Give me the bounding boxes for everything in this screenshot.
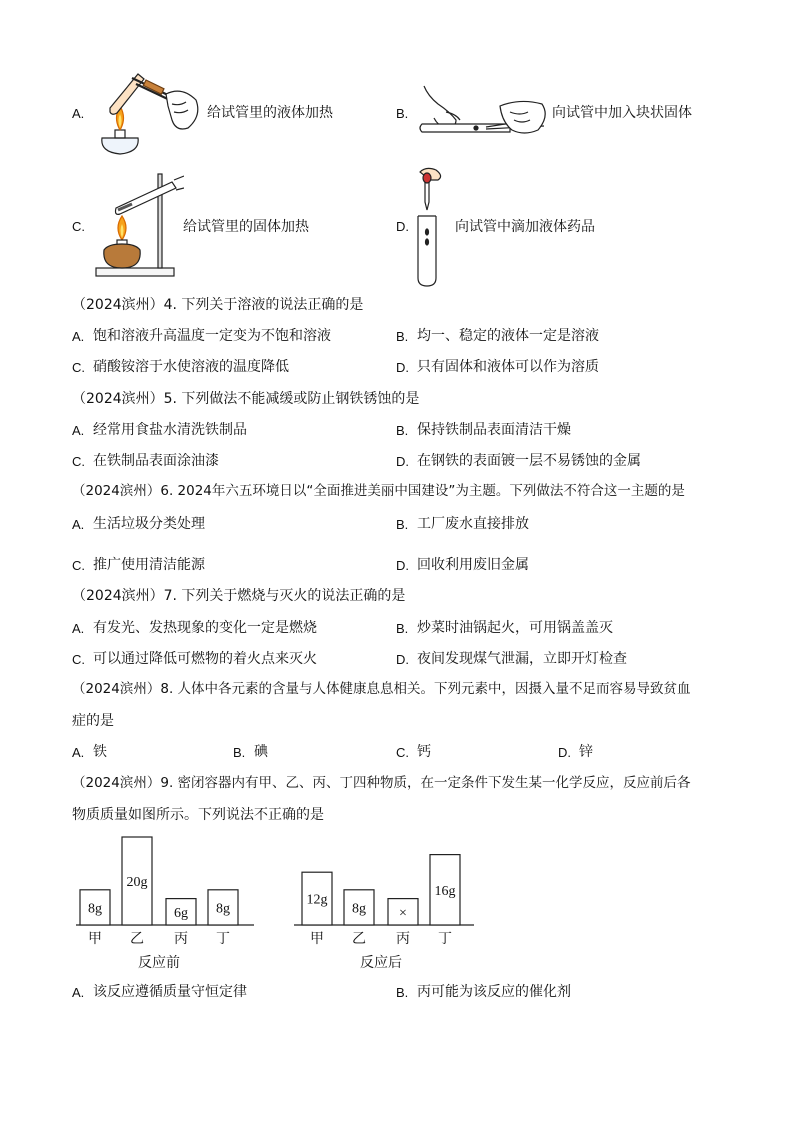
q5-option-b-text: 保持铁制品表面清洁干燥: [417, 422, 571, 438]
q3-option-a-text: 给试管里的液体加热: [207, 105, 333, 121]
adding-solid-to-test-tube-figure: [416, 82, 551, 138]
q3-option-b-text: 向试管中加入块状固体: [552, 105, 692, 121]
q8-option-b-text: 碘: [254, 744, 268, 760]
q4-option-a-letter: A.: [72, 329, 85, 344]
q9-option-b-text: 丙可能为该反应的催化剂: [417, 984, 571, 1000]
q9-stem-line1: （2024滨州）9. 密闭容器内有甲、乙、丙、丁四种物质，在一定条件下发生某一化学反应，反应前后各: [72, 775, 691, 791]
q6-option-a-text: 生活垃圾分类处理: [93, 516, 205, 532]
before-category-label-2: 乙: [130, 931, 144, 947]
dropping-liquid-into-test-tube-figure: [412, 166, 452, 290]
q6-stem: （2024滨州）6. 2024年六五环境日以“全面推进美丽中国建设”为主题。下列做法不符合这一主题的是: [72, 483, 685, 499]
q8-option-c-text: 钙: [417, 744, 431, 760]
heating-solid-in-test-tube-figure: [92, 168, 184, 280]
q8-stem-line2: 症的是: [72, 713, 114, 729]
q7-option-c-text: 可以通过降低可燃物的着火点来灭火: [93, 651, 317, 667]
q5-option-d-letter: D.: [396, 454, 409, 469]
q6-option-d-text: 回收利用废旧金属: [417, 557, 529, 573]
q5-option-b-letter: B.: [396, 423, 409, 438]
before-bar-label-3: 6g: [174, 905, 188, 921]
before-bar-label-2: 20g: [126, 875, 148, 890]
before-bar-label-4: 8g: [216, 901, 230, 917]
q9-option-a-text: 该反应遵循质量守恒定律: [93, 984, 247, 1000]
before-reaction-mass-diagram: [74, 830, 256, 970]
q8-stem-line1: （2024滨州）8. 人体中各元素的含量与人体健康息息相关。下列元素中，因摄入量不足而容易导致贫血: [72, 681, 691, 697]
q5-stem: （2024滨州）5. 下列做法不能减缓或防止钢铁锈蚀的是: [72, 391, 420, 407]
q5-option-c-text: 在铁制品表面涂油漆: [93, 453, 219, 469]
before-category-label-4: 丁: [216, 931, 230, 947]
q8-option-b-letter: B.: [233, 745, 246, 760]
q4-option-c-text: 硝酸铵溶于水使溶液的温度降低: [93, 359, 289, 375]
q7-option-b-text: 炒菜时油锅起火，可用锅盖盖灭: [417, 620, 613, 636]
before-category-label-3: 丙: [174, 931, 188, 947]
q3-option-c-text: 给试管里的固体加热: [183, 219, 309, 235]
q4-option-d-letter: D.: [396, 360, 409, 375]
before-category-label-1: 甲: [88, 931, 102, 947]
q9-stem-line2: 物质质量如图所示。下列说法不正确的是: [72, 807, 324, 823]
q3-option-b-letter: B.: [396, 106, 409, 121]
q7-option-a-letter: A.: [72, 621, 85, 636]
q7-stem: （2024滨州）7. 下列关于燃烧与灭火的说法正确的是: [72, 588, 406, 604]
q7-option-b-letter: B.: [396, 621, 409, 636]
q4-option-c-letter: C.: [72, 360, 85, 375]
q5-option-a-text: 经常用食盐水清洗铁制品: [93, 422, 247, 438]
after-reaction-mass-diagram: [292, 830, 476, 970]
q6-option-d-letter: D.: [396, 558, 409, 573]
q3-option-a-letter: A.: [72, 106, 85, 121]
q4-option-b-text: 均一、稳定的液体一定是溶液: [417, 328, 599, 344]
after-caption: 反应后: [360, 955, 402, 970]
heating-liquid-in-test-tube-figure: [92, 66, 204, 158]
q6-option-b-letter: B.: [396, 517, 409, 532]
q6-option-b-text: 工厂废水直接排放: [417, 516, 529, 532]
q7-option-a-text: 有发光、发热现象的变化一定是燃烧: [93, 620, 317, 636]
q6-option-c-letter: C.: [72, 558, 85, 573]
q3-option-d-text: 向试管中滴加液体药品: [455, 219, 595, 235]
after-bar-label-2: 8g: [352, 901, 366, 917]
after-category-label-1: 甲: [310, 931, 324, 947]
q9-option-b-letter: B.: [396, 985, 409, 1000]
q3-option-d-letter: D.: [396, 219, 409, 234]
q8-option-d-letter: D.: [558, 745, 571, 760]
q5-option-a-letter: A.: [72, 423, 85, 438]
after-bar-label-4: 16g: [434, 883, 456, 899]
q6-option-c-text: 推广使用清洁能源: [93, 557, 205, 573]
q7-option-c-letter: C.: [72, 652, 85, 667]
q8-option-a-text: 铁: [93, 744, 107, 760]
q5-option-c-letter: C.: [72, 454, 85, 469]
q4-option-a-text: 饱和溶液升高温度一定变为不饱和溶液: [93, 328, 331, 344]
q7-option-d-letter: D.: [396, 652, 409, 667]
before-caption: 反应前: [138, 955, 180, 970]
q8-option-c-letter: C.: [396, 745, 409, 760]
after-bar-label-3: ×: [399, 905, 407, 921]
after-category-label-4: 丁: [438, 931, 452, 947]
after-category-label-3: 丙: [396, 931, 410, 947]
q8-option-d-text: 锌: [579, 744, 593, 760]
q3-option-c-letter: C.: [72, 219, 85, 234]
q9-option-a-letter: A.: [72, 985, 85, 1000]
q4-option-d-text: 只有固体和液体可以作为溶质: [417, 359, 599, 375]
q4-stem: （2024滨州）4. 下列关于溶液的说法正确的是: [72, 297, 364, 313]
q4-option-b-letter: B.: [396, 329, 409, 344]
before-bar-label-1: 8g: [88, 901, 102, 917]
q5-option-d-text: 在钢铁的表面镀一层不易锈蚀的金属: [417, 453, 641, 469]
q6-option-a-letter: A.: [72, 517, 85, 532]
after-bar-label-1: 12g: [306, 892, 328, 908]
after-category-label-2: 乙: [352, 931, 366, 947]
q8-option-a-letter: A.: [72, 745, 85, 760]
q7-option-d-text: 夜间发现煤气泄漏，立即开灯检查: [417, 651, 627, 667]
